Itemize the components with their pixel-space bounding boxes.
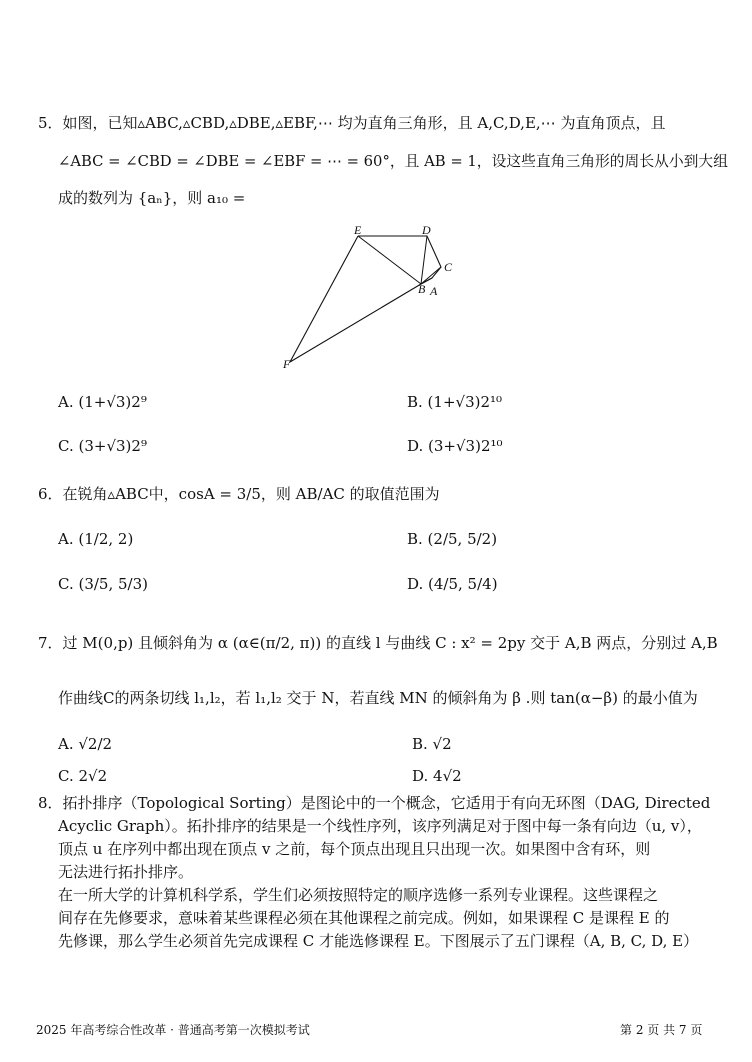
q7-option-b[interactable]: B. √2 [412,735,452,753]
q5-option-d[interactable]: D. (3+√3)2¹⁰ [407,437,503,455]
q6-option-d[interactable]: D. (4/5, 5/4) [407,575,498,593]
q6-stem: 6．在锐角▵ABC中，cosA = 3/5，则 AB/AC 的取值范围为 [38,485,440,503]
q8-line-7: 先修课，那么学生必须首先完成课程 C 才能选修课程 E。下图展示了五门课程（A, B, C, D, E） [58,932,699,950]
q8-line-6: 间存在先修要求，意味着某些课程必须在其他课程之前完成。例如，如果课程 C 是课程 E 的 [58,909,670,927]
q5-option-c[interactable]: C. (3+√3)2⁹ [58,437,147,455]
label-B: B [418,282,426,296]
q7-option-d[interactable]: D. 4√2 [412,767,462,785]
footer-page-number: 第 2 页 共 7 页 [620,1023,703,1037]
q6-option-b[interactable]: B. (2/5, 5/2) [407,530,498,548]
q8-line-4: 无法进行拓扑排序。 [58,863,194,881]
q5-line3: 成的数列为 {aₙ}，则 a₁₀ = [58,189,246,207]
q7-option-a[interactable]: A. √2/2 [58,735,113,753]
q7-line2: 作曲线C的两条切线 l₁,l₂，若 l₁,l₂ 交于 N，若直线 MN 的倾斜角为 β .则 tan(α−β) 的最小值为 [58,689,698,707]
q6-option-c[interactable]: C. (3/5, 5/3) [58,575,148,593]
label-D: D [422,223,431,237]
q5-option-b[interactable]: B. (1+√3)2¹⁰ [407,393,503,411]
q8-line-1: 8．拓扑排序（Topological Sorting）是图论中的一个概念，它适用于有向无环图（DAG, Directed [38,794,711,812]
q8-line-5: 在一所大学的计算机科学系，学生们必须按照特定的顺序选修一系列专业课程。这些课程之 [58,886,659,904]
figure-line-DB [421,236,427,284]
label-F: F [283,357,291,371]
q8-line-3: 顶点 u 在序列中都出现在顶点 v 之前，每个顶点出现且只出现一次。如果图中含有环，则 [58,840,651,858]
label-C: C [444,260,453,274]
label-E: E [354,223,362,237]
label-A: A [430,284,438,298]
q5-line2: ∠ABC = ∠CBD = ∠DBE = ∠EBF = ⋯ = 60°，且 AB = 1，设这些直角三角形的周长从小到大组 [58,152,728,170]
q7-line1: 7．过 M(0,p) 且倾斜角为 α (α∈(π/2, π)) 的直线 l 与曲线 C : x² = 2py 交于 A,B 两点，分别过 A,B [38,634,718,652]
q5-triangle-figure [270,222,470,372]
figure-line-EB [358,236,421,284]
q8-line-2: Acyclic Graph）。拓扑排序的结果是一个线性序列，该序列满足对于图中每一条有向边（u, v）， [58,817,702,835]
figure-outline [290,236,441,362]
q5-line1: 5．如图，已知▵ABC,▵CBD,▵DBE,▵EBF,⋯ 均为直角三角形，且 A,C,D,E,⋯ 为直角顶点，且 [38,114,666,132]
q5-option-a[interactable]: A. (1+√3)2⁹ [58,393,147,411]
q7-option-c[interactable]: C. 2√2 [58,767,108,785]
footer-exam-title: 2025 年高考综合性改革 · 普通高考第一次模拟考试 [36,1023,310,1037]
q6-option-a[interactable]: A. (1/2, 2) [58,530,134,548]
